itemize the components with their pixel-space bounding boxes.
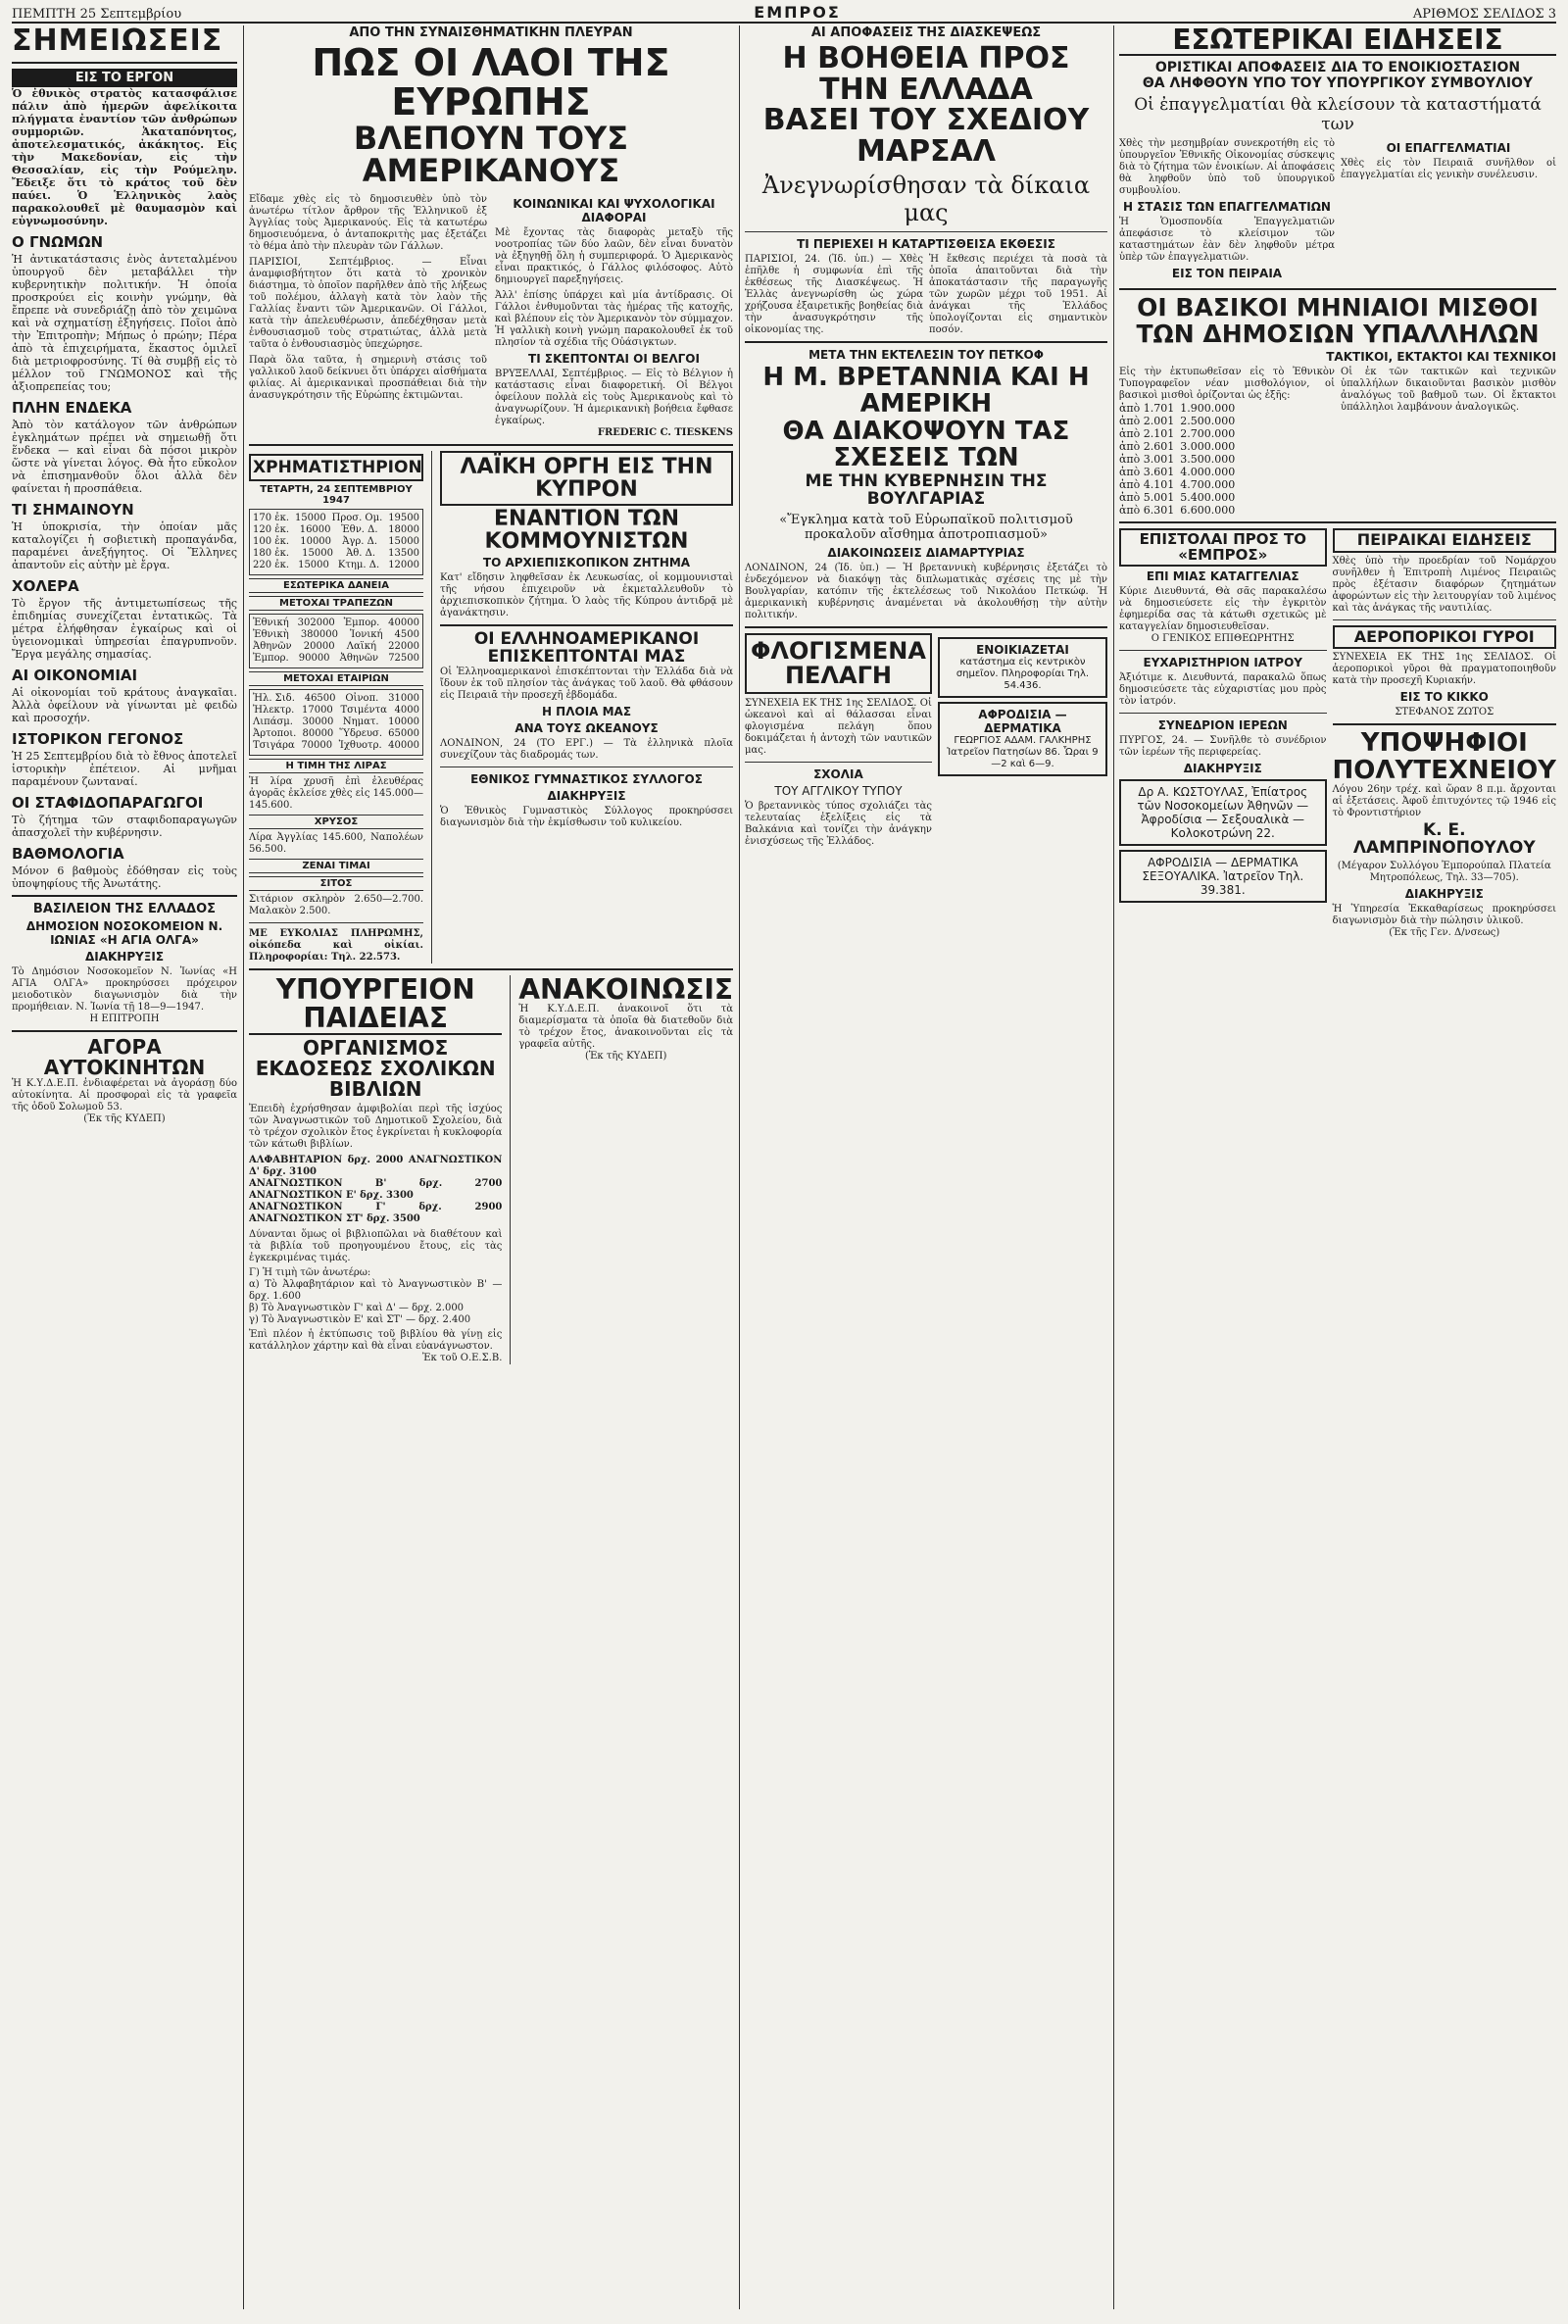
market-cell: 31000 xyxy=(388,692,419,704)
europe-sub2: ΤΙ ΣΚΕΠΤΟΝΤΑΙ ΟΙ ΒΕΛΓΟΙ xyxy=(528,351,700,366)
market-cell: Λαϊκή xyxy=(346,640,376,652)
announce-title: ΑΝΑΚΟΙΝΩΣΙΣ xyxy=(518,972,733,1006)
europe-kicker: ΑΠΟ ΤΗΝ ΣΥΝΑΙΣΘΗΜΑΤΙΚΗΝ ΠΛΕΥΡΑΝ xyxy=(349,25,633,40)
salaries-title2: ΤΩΝ ΔΗΜΟΣΙΩΝ ΥΠΑΛΛΗΛΩΝ xyxy=(1136,319,1540,348)
market-row xyxy=(253,524,419,536)
market-cell: 170 ἐκ. xyxy=(253,512,290,523)
market-cell: 65000 xyxy=(388,727,419,739)
market-cell: 12000 xyxy=(388,559,419,570)
car-ad-head: ΑΓΟΡΑ ΑΥΤΟΚΙΝΗΤΩΝ xyxy=(43,1034,206,1079)
candidates-text2: Ἡ Ὑπηρεσία Ἐκκαθαρίσεως προκηρύσσει διαγωνισμὸν διὰ τὴν πώλησιν ὑλικοῦ. xyxy=(1332,903,1556,926)
hospital-notice-head: ΒΑΣΙΛΕΙΟΝ ΤΗΣ ΕΛΛΑΔΟΣ xyxy=(32,901,217,916)
salary-row xyxy=(1119,478,1241,491)
ministry-sign: Ἐκ τοῦ Ο.Ε.Σ.Β. xyxy=(421,1352,503,1363)
petkov-deck: «Ἔγκλημα κατὰ τοῦ Εὐρωπαϊκοῦ πολιτισμοῦ προκαλοῦν αἴσθημα ἀποτροπιασμοῦ» xyxy=(779,512,1073,542)
ministry-list-item: ΑΝΑΓΝΩΣΤΙΚΟΝ Γ' δρχ. 2900 ΑΝΑΓΝΩΣΤΙΚΟΝ ΣΤ' δρχ. 3500 xyxy=(249,1201,503,1224)
ministry-notice xyxy=(249,972,503,1364)
candidates-text: Λόγου 26ην τρέχ. καὶ ὥραν 8 π.μ. ἄρχονται αἱ ἐξετάσεις. Ἀφοῦ ἐπιτυχόντες τῷ 1946 εἰς τὸ Φροντιστήριον xyxy=(1332,784,1556,819)
market-row xyxy=(253,513,419,524)
domestic-title: ΕΣΩΤΕΡΙΚΑΙ ΕΙΔΗΣΕΙΣ xyxy=(1119,25,1556,56)
market-cell: Προσ. Ομ. xyxy=(331,512,383,523)
ministry-price-head: Γ) Ἡ τιμὴ τῶν ἀνωτέρω: xyxy=(249,1266,371,1278)
kikkos-head: ΕΙΣ ΤΟ ΚΙΚΚΟ xyxy=(1399,690,1489,705)
market-table-3 xyxy=(249,689,423,756)
car-ad-text: Ἡ Κ.Υ.Δ.Ε.Π. ἐνδιαφέρεται νὰ ἀγοράσῃ δύο αὐτοκίνητα. Αἱ προσφοραὶ εἰς τὰ γραφεῖα τῆς ὁδοῦ Σολωμοῦ 53. xyxy=(12,1077,237,1113)
salary-cell: ἀπὸ 5.001 xyxy=(1119,490,1175,504)
europe-p1: Εἴδαμε χθὲς εἰς τὸ δημοσιευθὲν ὑπὸ τὸν ἀνωτέρω τίτλον ἄρθρον τῆς Ἐλληνικοῦ ἐξ Ἀγγλίας τοὺς Ἀμερικανούς. Εἰς τὰ κατωτέρω δημοσιευόμενα, ὁ ἀνταποκριτὴς μας ἐξετάζει τὸ θέμα ἀπὸ τὴν πλευρὰν τῶν Γάλλων. xyxy=(249,193,487,252)
notes-s6-text: Αἱ οἰκονομίαι τοῦ κράτους ἀναγκαῖαι. Ἀλλὰ ὀφείλουν νὰ γίνωνται μὲ φειδὼ καὶ προσοχήν. xyxy=(12,685,237,724)
market-cell: 80000 xyxy=(302,727,334,739)
cyprus-title1: ΛΑΪΚΗ ΟΡΓΗ ΕΙΣ ΤΗΝ ΚΥΠΡΟΝ xyxy=(440,451,733,506)
market-row xyxy=(253,548,419,560)
market-date: ΤΕΤΑΡΤΗ, 24 ΣΕΠΤΕΜΒΡΙΟΥ 1947 xyxy=(260,483,413,506)
ministry-text2: Δύνανται ὅμως οἱ βιβλιοπῶλαι νὰ διαθέτουν καὶ τὰ βιβλία τοῦ προηγουμένου ἔτους, εἰς τὰς ἐγκεκριμένας τιμάς. xyxy=(249,1228,503,1263)
market-sect1: ΕΣΩΤΕΡΙΚΑ ΔΑΝΕΙΑ xyxy=(249,578,423,593)
europe-p4: Ἀλλ' ἐπίσης ὑπάρχει καὶ μία ἀντίδρασις. Οἱ Γάλλοι ἐνθυμοῦνται τὰς ἡμέρας τῆς κατοχῆς, καὶ βλέπουν εἰς τὸν Ἀμερικανὸν τὸν σύμμαχον. Ἡ γαλλικὴ κοινὴ γνώμη παρακολουθεῖ ἐκ τοῦ πλησίον τὰ σχέδια τῆς Οὐάσιγκτων. xyxy=(495,289,733,348)
domestic-text3: Χθὲς εἰς τὸν Πειραιᾶ συνῆλθον οἱ ἐπαγγελματίαι εἰς γενικὴν συνέλευσιν. xyxy=(1341,158,1556,181)
synod-kind: ΔΙΑΚΗΡΥΞΙΣ xyxy=(1183,762,1262,776)
notes-s3-text: Ἀπὸ τὸν κατάλογον τῶν ἀνθρώπων ἐγκλημάτων πρέπει νὰ σημειωθῇ ὅτι ἕνδεκα — καὶ εἶναι δὰ πόσοι μικρὸν ὥστε νὰ γίνεται λόγος. Θὰ ἦτο εὔκολον νὰ ἐπισημανθοῦν ὅλοι ἀλλὰ δὲν φαίνεται ἡ προσπάθεια. xyxy=(12,418,237,495)
europe-p6: ΒΡΥΞΕΛΛΑΙ, Σεπτέμβριος. — Εἰς τὸ Βέλγιον ἡ κατάστασις εἶναι διαφορετική. Οἱ Βέλγοι ὀφείλουν πολλὰ εἰς τοὺς Ἀμερικανοὺς καὶ τὸ ἀναγνωρίζουν. Ἡ ἀμερικανικὴ βοήθεια ἔφθασε ἐγκαίρως. xyxy=(495,368,733,426)
page-number: ΑΡΙΘΜΟΣ ΣΕΛΙΔΟΣ 3 xyxy=(1412,7,1556,22)
market-cell: 22000 xyxy=(388,640,419,652)
market-cell: 120 ἐκ. xyxy=(253,523,290,535)
press-sub: ΤΟΥ ΑΓΓΛΙΚΟΥ ΤΥΠΟΥ xyxy=(774,784,903,799)
salary-cell: 3.500.000 xyxy=(1180,452,1236,466)
salaries-title: ΟΙ ΒΑΣΙΚΟΙ ΜΗΝΙΑΙΟΙ ΜΙΣΘΟΙ xyxy=(1137,293,1539,322)
masthead xyxy=(12,0,1556,24)
gym-kind: ΔΙΑΚΗΡΥΞΙΣ xyxy=(547,789,626,804)
marshall-sub: ΤΙ ΠΕΡΙΕΧΕΙ Η ΚΑΤΑΡΤΙΣΘΕΙΣΑ ΕΚΘΕΣΙΣ xyxy=(797,237,1055,251)
market-note: ΜΕ ΕΥΚΟΛΙΑΣ ΠΛΗΡΩΜΗΣ, οἰκόπεδα καὶ οἰκίαι. Πληροφορίαι: Τηλ. 22.573. xyxy=(249,927,423,963)
marshall-text2: Ἡ ἔκθεσις περιέχει τὰ ποσὰ τὰ ὁποῖα ἀπαιτοῦνται διὰ τὴν ἀποκατάστασιν τῆς παραγωγῆς τῶν χωρῶν μέχρι τοῦ 1951. Αἱ ἀνάγκαι τῆς Ἑλλάδος ὑπολογίζονται εἰς σημαντικὸν ποσόν. xyxy=(929,254,1107,335)
rent-ad-head: ΕΝΟΙΚΙΑΖΕΤΑΙ xyxy=(976,642,1069,657)
market-cell: Ἠλ. Σιδ. xyxy=(253,692,295,704)
derm-ad xyxy=(938,702,1107,776)
market-cell: Ἀθηνῶν xyxy=(253,640,292,652)
salary-row xyxy=(1119,504,1241,517)
market-cell: 90000 xyxy=(298,652,330,664)
visitors-text: Οἱ Ἑλληνοαμερικανοὶ ἐπισκέπτονται τὴν Ἑλλάδα διὰ νὰ ἴδουν ἐκ τοῦ πλησίον τὰς ἀνάγκας τοῦ λαοῦ. Θὰ φθάσουν εἰς Πειραιᾶ τὴν προσεχῆ ἑβδομάδα. xyxy=(440,667,733,702)
letters-sign: Ο ΓΕΝΙΚΟΣ ΕΠΙΘΕΩΡΗΤΗΣ xyxy=(1151,633,1295,645)
notes-s9-text: Μόνον 6 βαθμοὺς ἐδόθησαν εἰς τοὺς ὑποψηφίους τῆς Ἀνωτάτης. xyxy=(12,864,237,890)
market-row xyxy=(253,641,419,653)
ministry-price: γ) Τὸ Ἀναγνωστικὸν Ε' καὶ ΣΤ' — δρχ. 2.400 xyxy=(249,1313,471,1325)
europe-signature: FREDERIC C. TIESKENS xyxy=(597,426,733,438)
salary-cell: ἀπὸ 2.601 xyxy=(1119,439,1175,453)
petkov-title: Η Μ. ΒΡΕΤΑΝΝΙΑ ΚΑΙ Η ΑΜΕΡΙΚΗ xyxy=(762,363,1090,420)
domestic-sub1: ΟΡΙΣΤΙΚΑΙ ΑΠΟΦΑΣΕΙΣ ΔΙΑ ΤΟ ΕΝΟΙΚΙΟΣΤΑΣΙΟΝ xyxy=(1154,60,1521,76)
notes-s6-head: ΑΙ ΟΙΚΟΝΟΜΙΑΙ xyxy=(12,666,138,684)
notes-s2-text: Ἡ ἀντικατάστασις ἑνὸς ἀντεταλμένου ὑπουργοῦ δὲν μεταβάλλει τὴν κυβερνητικὴν πολιτικήν. Ἡ ὁποία προσκρούει εἰς κοινὴν γνώμην, θὰ ἔπρεπε νὰ συνεδριάζῃ ἀπὸ τὸν χειμῶνα καὶ νὰ σχηματίσῃ ἐξηγήσεις. Ποῖοι ἀπὸ τὴν Ἐπιτροπὴν; Μήπως ὁ πρώην; Πέρα ἀπὸ τὰ ἐπιχειρήματα, ἕκαστος ὁμιλεῖ διὰ μετριοφροσύνης. Τί θὰ συμβῇ εἰς τὸ μέλλον τοῦ ΓΝΩΜΟΝΟΣ καὶ τῆς ἀξιοπρεπείας του; xyxy=(12,252,237,393)
petkov-title3: ΜΕ ΤΗΝ ΚΥΒΕΡΝΗΣΙΝ ΤΗΣ ΒΟΥΛΓΑΡΙΑΣ xyxy=(805,471,1048,510)
market-cell: Ἐμπορ. xyxy=(343,617,380,628)
market-cell: 13500 xyxy=(388,547,419,559)
column-notes xyxy=(12,25,237,2309)
market-cell: Ἐθνική xyxy=(253,617,289,628)
salary-cell: ἀπὸ 3.001 xyxy=(1119,452,1175,466)
market-cell: Ἀθηνῶν xyxy=(339,652,379,664)
marshall-title2: ΒΑΣΕΙ ΤΟΥ ΣΧΕΔΙΟΥ ΜΑΡΣΑΛ xyxy=(762,103,1090,169)
market-sect2: ΜΕΤΟΧΑΙ ΤΡΑΠΕΖΩΝ xyxy=(249,596,423,611)
car-ad-sign: (Ἐκ τῆς ΚΥΔΕΠ) xyxy=(83,1113,166,1124)
europe-title2: ΒΛΕΠΟΥΝ ΤΟΥΣ ΑΜΕΡΙΚΑΝΟΥΣ xyxy=(353,119,629,190)
market-cell: 4500 xyxy=(394,628,419,640)
salary-row xyxy=(1119,427,1241,440)
marshall-title: Η ΒΟΗΘΕΙΑ ΠΡΟΣ ΤΗΝ ΕΛΛΑΔΑ xyxy=(782,41,1070,107)
salary-cell: 3.000.000 xyxy=(1180,439,1236,453)
letters-sub: ΕΠΙ ΜΙΑΣ ΚΑΤΑΓΓΕΛΙΑΣ xyxy=(1146,569,1299,584)
market-cell: Ὕδρευσ. xyxy=(339,727,383,739)
press-text: Ὁ βρεταννικὸς τύπος σχολιάζει τὰς τελευταίας ἐξελίξεις εἰς τὰ Βαλκάνια καὶ τονίζει τὴν ἀνάγκην ἐνισχύσεως τῆς Ἑλλάδος. xyxy=(745,801,932,848)
ships-text: ΛΟΝΔΙΝΟΝ, 24 (ΤΟ ΕΡΓ.) — Τὰ ἑλληνικὰ πλοῖα συνεχίζουν τὰς διαδρομάς των. xyxy=(440,738,733,762)
market-cell: 15000 xyxy=(298,559,329,570)
kikkos-sign: ΣΤΕΦΑΝΟΣ ΖΩΤΟΣ xyxy=(1395,707,1494,718)
issue-date: ΠΕΜΠΤΗ 25 Σεπτεμβρίου xyxy=(12,7,182,22)
marshall-kicker: ΑΙ ΑΠΟΦΑΣΕΙΣ ΤΗΣ ΔΙΑΣΚΕΨΕΩΣ xyxy=(810,25,1042,40)
salary-row xyxy=(1119,466,1241,478)
market-cell: 302000 xyxy=(297,617,335,628)
market-cell: 72500 xyxy=(388,652,419,664)
market-cell: 10000 xyxy=(300,535,332,547)
salary-cell: 2.700.000 xyxy=(1180,426,1236,440)
synod-text: ΠΥΡΓΟΣ, 24. — Συνῆλθε τὸ συνέδριον τῶν ἱερέων τῆς περιφερείας. xyxy=(1119,735,1327,759)
market-cell: 40000 xyxy=(388,739,419,751)
salaries-table xyxy=(1119,402,1241,517)
market-row xyxy=(253,629,419,641)
market-cell: 180 ἐκ. xyxy=(253,547,290,559)
salary-cell: ἀπὸ 2.001 xyxy=(1119,414,1175,427)
ministry-title1: ΥΠΟΥΡΓΕΙΟΝ ΠΑΙΔΕΙΑΣ xyxy=(249,975,502,1035)
ministry-list xyxy=(249,1155,502,1225)
marshall-deck: Ἀνεγνωρίσθησαν τὰ δίκαια μας xyxy=(761,172,1091,226)
market-cell: 15000 xyxy=(302,547,333,559)
candidates-title2: ΠΟΛΥΤΕΧΝΕΙΟΥ xyxy=(1332,755,1556,785)
market-cell: Ἰονική xyxy=(350,628,383,640)
europe-p2: ΠΑΡΙΣΙΟΙ, Σεπτέμβριος. — Εἶναι ἀναμφισβήτητον ὅτι κατὰ τὸ χρονικὸν διάστημα, τὸ ὁποῖον παρῆλθεν ἀπὸ τῆς λήξεως τοῦ πολέμου, ἀλλαγὴ κατὰ τὸν λαὸν τῆς Γαλλίας ἔναντι τῶν Ἀμερικανῶν. Οἱ Γάλλοι, κατὰ τὴν ἀπελευθέρωσιν, ἀπεδέχθησαν μετὰ ἐνθουσιασμοῦ τοὺς στρατιώτας, ἀλλὰ μετὰ ταῦτα ὁ ἐνθουσιασμὸς ὑπεχώρησε. xyxy=(249,256,487,350)
market-cell: 15000 xyxy=(388,535,419,547)
column-domestic xyxy=(1119,25,1556,2309)
piraeus-text: Χθὲς ὑπὸ τὴν προεδρίαν τοῦ Νομάρχου συνῆλθεν ἡ Ἐπιτροπὴ Λιμένος Πειραιῶς πρὸς ἐξέτασιν διαφόρων ζητημάτων ἀφορώντων εἰς τὴν λειτουργίαν τοῦ λιμένος καὶ τὰς ἀνάγκας τῆς ναυτιλίας. xyxy=(1332,555,1556,614)
market-cell: 46500 xyxy=(304,692,336,704)
market-cell: Ἐθνικὴ xyxy=(253,628,289,640)
market-table-1 xyxy=(249,509,423,575)
petkov-sub: ΔΙΑΚΟΙΝΩΣΕΙΣ ΔΙΑΜΑΡΤΥΡΙΑΣ xyxy=(827,545,1025,560)
market-row xyxy=(253,618,419,629)
market-cell: 18000 xyxy=(388,523,419,535)
hospital-notice-kind: ΔΙΑΚΗΡΥΞΙΣ xyxy=(84,949,165,964)
salary-row xyxy=(1119,402,1241,415)
derm-ad-sign: ΓΕΩΡΓΙΟΣ ΑΔΑΜ. ΓΑΛΚΗΡΗΣ xyxy=(954,734,1092,746)
seas-title: ΦΛΟΓΙΣΜΕΝΑ ΠΕΛΑΓΗ xyxy=(745,633,932,694)
domestic-text1: Χθὲς τὴν μεσημβρίαν συνεκροτήθη εἰς τὸ ὑπουργεῖον Ἐθνικῆς Οἰκονομίας σύσκεψις διὰ τὸ ζήτημα τῶν ἐνοικίων. Αἱ ἀποφάσεις θὰ ληφθοῦν ὑπὸ τοῦ ὑπουργικοῦ συμβουλίου. xyxy=(1119,138,1335,197)
cyprus-sub: ΤΟ ΑΡΧΙΕΠΙΣΚΟΠΙΚΟΝ ΖΗΤΗΜΑ xyxy=(482,556,691,570)
market-gold: Λίρα Ἀγγλίας 145.600, Ναπολέων 56.500. xyxy=(249,831,423,855)
doctor-thanks-text: Ἀξιότιμε κ. Διευθυντά, παρακαλῶ ὅπως δημοσιεύσετε τὰς εὐχαριστίας μου πρὸς τὸν ἰατρόν. xyxy=(1119,672,1327,708)
market-row xyxy=(253,536,419,548)
market-cell: Ἐμπορ. xyxy=(253,652,289,664)
salary-cell: 4.700.000 xyxy=(1180,477,1236,491)
letters-title: ΕΠΙΣΤΟΛΑΙ ΠΡΟΣ ΤΟ «ΕΜΠΡΟΣ» xyxy=(1119,528,1327,568)
notes-s1-head: ΕΙΣ ΤΟ ΕΡΓΟΝ xyxy=(12,69,237,87)
gym-text: Ὁ Ἐθνικὸς Γυμναστικὸς Σύλλογος προκηρύσσει διαγωνισμὸν διὰ τὴν ἐκμίσθωσιν τοῦ κυλικείου. xyxy=(440,806,733,829)
rent-ad xyxy=(938,637,1107,698)
domestic-sub3: Η ΣΤΑΣΙΣ ΤΩΝ ΕΠΑΓΓΕΛΜΑΤΙΩΝ xyxy=(1123,200,1331,215)
visitors-title: ΟΙ ΕΛΛΗΝΟΑΜΕΡΙΚΑΝΟΙ ΕΠΙΣΚΕΠΤΟΝΤΑΙ ΜΑΣ xyxy=(473,629,700,668)
market-cell: 19500 xyxy=(388,512,419,523)
ministry-list-item: ΑΝΑΓΝΩΣΤΙΚΟΝ Β' δρχ. 2700 ΑΝΑΓΝΩΣΤΙΚΟΝ Ε' δρχ. 3300 xyxy=(249,1177,503,1201)
salaries-sub: ΤΑΚΤΙΚΟΙ, ΕΚΤΑΚΤΟΙ ΚΑΙ ΤΕΧΝΙΚΟΙ xyxy=(1326,349,1556,364)
doctor-ad: Δρ Α. ΚΩΣΤΟΥΛΑΣ, Ἐπίατρος τῶν Νοσοκομείων Ἀθηνῶν — Ἀφροδίσια — Σεξουαλικὰ — Κολοκοτρώνη 22. xyxy=(1119,779,1327,846)
market-cell: Ἐθν. Δ. xyxy=(341,523,378,535)
market-cell: 100 ἐκ. xyxy=(253,535,290,547)
salary-row xyxy=(1119,440,1241,453)
market-cell: Τσιμέντα xyxy=(340,704,387,716)
market-row xyxy=(253,717,419,728)
market-cell: Τσιγάρα xyxy=(253,739,295,751)
europe-title: ΠΩΣ ΟΙ ΛΑΟΙ ΤΗΣ ΕΥΡΩΠΗΣ xyxy=(312,41,670,124)
market-sect4: Η ΤΙΜΗ ΤΗΣ ΛΙΡΑΣ xyxy=(249,759,423,773)
market-table-2 xyxy=(249,614,423,668)
stock-market xyxy=(249,451,423,964)
notes-s8-head: ΟΙ ΣΤΑΦΙΔΟΠΑΡΑΓΩΓΟΙ xyxy=(12,793,204,812)
market-cell: Οἰνοπ. xyxy=(345,692,379,704)
market-lira: Ἡ λίρα χρυσῆ ἐπὶ ἐλευθέρας ἀγορᾶς ἐκλείσε χθὲς εἰς 145.000—145.600. xyxy=(249,775,423,811)
synod-head: ΣΥΝΕΔΡΙΟΝ ΙΕΡΕΩΝ xyxy=(1157,718,1288,733)
ministry-list-item: ΑΛΦΑΒΗΤΑΡΙΟΝ δρχ. 2000 ΑΝΑΓΝΩΣΤΙΚΟΝ Δ' δρχ. 3100 xyxy=(249,1154,503,1177)
salaries-right: Οἱ ἐκ τῶν τακτικῶν καὶ τεχνικῶν ὑπαλλήλων δικαιοῦνται βασικὸν μισθὸν ἀναλόγως τοῦ βαθμοῦ των. Οἱ ἔκτακτοι ὑπάλληλοι λαμβάνουν ἀναλογικῶς. xyxy=(1341,366,1556,413)
salary-cell: ἀπὸ 6.301 xyxy=(1119,503,1175,517)
market-cell: 20000 xyxy=(303,640,335,652)
salary-cell: ἀπὸ 4.101 xyxy=(1119,477,1175,491)
cyprus-title2: ΕΝΑΝΤΙΟΝ ΤΩΝ ΚΟΜΜΟΥΝΙΣΤΩΝ xyxy=(484,507,689,555)
marshall-text1: ΠΑΡΙΣΙΟΙ, 24. (Ἰδ. ὑπ.) — Χθὲς ἐπῆλθε ἡ συμφωνία ἐπὶ τῆς ἐκθέσεως τῆς Διασκέψεως. Ἡ Ἑλλὰς ἀνεγνωρίσθη ὡς χώρα χρήζουσα ἐξαιρετικῆς βοηθείας διὰ τὴν ἀνασυγκρότησιν τῆς οἰκονομίας της. xyxy=(745,254,923,335)
announce-text: Ἡ Κ.Υ.Δ.Ε.Π. ἀνακοινοῖ ὅτι τὰ διαμερίσματα τὰ ὁποῖα θὰ διατεθοῦν διὰ τὸ τρέχον ἔτος, ἀνακοινοῦνται εἰς τὰ γραφεῖα αὐτῆς. xyxy=(518,1004,733,1051)
market-title: ΧΡΗΜΑΤΙΣΤΗΡΙΟΝ xyxy=(249,454,423,481)
hospital-notice-text: Τὸ Δημόσιον Νοσοκομεῖον Ν. Ἰωνίας «Η ΑΓΙΑ ΟΛΓΑ» προκηρύσσει πρόχειρον μειοδοτικὸν διαγωνισμὸν διὰ τὴν προμήθειαν. Ν. Ἰωνία τῇ 18—9—1947. xyxy=(12,965,237,1013)
ships-sub2: ΑΝΑ ΤΟΥΣ ΩΚΕΑΝΟΥΣ xyxy=(514,721,659,736)
market-cell: 4000 xyxy=(394,704,419,716)
domestic-deck: Οἱ ἐπαγγελματίαι θὰ κλείσουν τὰ καταστήματά των xyxy=(1134,95,1542,135)
salaries-text: Εἰς τὴν ἐκτυπωθεῖσαν εἰς τὸ Ἐθνικὸν Τυπογραφεῖον νέαν μισθολόγιον, οἱ βασικοὶ μισθοὶ ὁρίζονται ὡς ἑξῆς: xyxy=(1119,366,1335,401)
market-cell: 17000 xyxy=(301,704,333,716)
market-cell: 220 ἐκ. xyxy=(253,559,290,570)
market-cell: 15000 xyxy=(294,512,326,523)
salary-cell: 1.900.000 xyxy=(1180,401,1236,415)
market-row xyxy=(253,728,419,740)
salary-row xyxy=(1119,491,1241,504)
notes-s3-head: ΠΛΗΝ ΕΝΔΕΚΑ xyxy=(12,398,132,417)
hospital-notice-sign: Η ΕΠΙΤΡΟΠΗ xyxy=(89,1013,160,1024)
ministry-text: Ἐπειδὴ ἐχρήσθησαν ἀμφιβολίαι περὶ τῆς ἰσχύος τῶν Ἀναγνωστικῶν τοῦ Δημοτικοῦ Σχολείου, διὰ τὸ τρέχον σχολικὸν ἔτος ἐγκρίνεται ἡ κυκλοφορία τῶν κάτωθι βιβλίων. xyxy=(249,1103,503,1150)
salary-cell: ἀπὸ 2.101 xyxy=(1119,426,1175,440)
column-europe xyxy=(249,25,733,2309)
candidates-addr: (Μέγαρον Συλλόγου Ἐμπορούπαλ Πλατεία Μητροπόλεως, Τηλ. 33—705). xyxy=(1337,860,1551,883)
domestic-text2: Ἡ Ὁμοσπονδία Ἐπαγγελματιῶν ἀπεφάσισε τὸ κλείσιμον τῶν καταστημάτων ἐὰν δὲν ληφθοῦν μέτρα ὑπὲρ τῶν ἐπαγγελματιῶν. xyxy=(1119,217,1335,264)
market-cell: Ἠλεκτρ. xyxy=(253,704,295,716)
air-text: ΣΥΝΕΧΕΙΑ ΕΚ ΤΗΣ 1ης ΣΕΛΙΔΟΣ. Οἱ ἀεροπορικοὶ γῦροι θὰ πραγματοποιηθοῦν κατὰ τὴν προσεχῆ Κυριακήν. xyxy=(1332,652,1556,687)
market-sect6: ΖΕΝΑΙ ΤΙΜΑΙ xyxy=(249,859,423,873)
salary-cell: 2.500.000 xyxy=(1180,414,1236,427)
notes-s1-text: Ὁ ἐθνικὸς στρατὸς κατασφάλισε πάλιν ἀπὸ ἡμερῶν ἀφελίκοιτα πλήγματα ἐναντίον τῶν ἀνθρώπων συμμοριῶν. Ἀκαταπόνητος, ἀποτελεσματικός, ἀκάκητος. Εἰς τὴν Μακεδονίαν, εἰς τὴν Θεσσαλίαν, εἰς τὴν Ρούμελην. Ἔδειξε ὅτι τὸ κράτος τοῦ δὲν παύει. Ὁ Ἑλληνικὸς λαὸς παρακολουθεῖ μὲ θαυμασμὸν καὶ εὐγνωμοσύνην. xyxy=(12,86,237,227)
market-cell: Λιπάσμ. xyxy=(253,716,293,727)
market-sect3: ΜΕΤΟΧΑΙ ΕΤΑΙΡΙΩΝ xyxy=(249,671,423,686)
salary-cell: 4.000.000 xyxy=(1180,465,1236,478)
notes-s8-text: Τὸ ζήτημα τῶν σταφιδοπαραγωγῶν ἀπασχολεῖ τὴν κυβέρνησιν. xyxy=(12,813,237,839)
cyprus-text: Κατ' εἴδησιν ληφθεῖσαν ἐκ Λευκωσίας, οἱ κομμουνισταὶ τῆς νήσου ἐπιχειροῦν νὰ ἐκμεταλλευθοῦν τὸ ἀρχιεπισκοπικὸν ζήτημα. Ὁ λαὸς τῆς Κύπρου ἀντιδρᾷ μὲ ἀγανάκτησιν. xyxy=(440,572,733,619)
market-row xyxy=(253,653,419,665)
market-cell: Ἰχθυοτρ. xyxy=(338,739,382,751)
salary-cell: 6.600.000 xyxy=(1180,503,1236,517)
market-cell: Νηματ. xyxy=(342,716,379,727)
candidates-sign: (Ἐκ τῆς Γεν. Δ/νσεως) xyxy=(1389,926,1500,938)
salary-cell: ἀπὸ 3.601 xyxy=(1119,465,1175,478)
notes-title: ΣΗΜΕΙΩΣΕΙΣ xyxy=(12,25,223,58)
market-sect5: ΧΡΥΣΟΣ xyxy=(249,815,423,829)
market-cell: 70000 xyxy=(301,739,333,751)
notes-s9-head: ΒΑΘΜΟΛΟΓΙΑ xyxy=(12,844,124,863)
domestic-sub5: ΟΙ ΕΠΑΓΓΕΛΜΑΤΙΑΙ xyxy=(1386,141,1511,156)
market-row xyxy=(253,560,419,571)
notes-s7-head: ΙΣΤΟΡΙΚΟΝ ΓΕΓΟΝΟΣ xyxy=(12,729,184,748)
ministry-price: β) Τὸ Ἀναγνωστικὸν Γ' καὶ Δ' — δρχ. 2.000 xyxy=(249,1302,465,1313)
market-wheat: Σιτάριον σκληρὸν 2.650—2.700. Μαλακὸν 2.500. xyxy=(249,893,423,916)
salary-cell: ἀπὸ 1.701 xyxy=(1119,401,1175,415)
market-cell: 16000 xyxy=(299,523,331,535)
market-row xyxy=(253,705,419,717)
notes-s7-text: Ἡ 25 Σεπτεμβρίου διὰ τὸ ἔθνος ἀποτελεῖ ἱστορικὴν ἐπέτειον. Αἱ μνῆμαι παραμένουν ζωνταναί. xyxy=(12,749,237,788)
market-row xyxy=(253,693,419,705)
market-row xyxy=(253,740,419,752)
market-sect7: ΣΙΤΟΣ xyxy=(249,876,423,891)
salary-row xyxy=(1119,453,1241,466)
salary-cell: 5.400.000 xyxy=(1180,490,1236,504)
europe-sub1: ΚΟΙΝΩΝΙΚΑΙ ΚΑΙ ΨΥΧΟΛΟΓΙΚΑΙ ΔΙΑΦΟΡΑΙ xyxy=(513,196,715,224)
salary-row xyxy=(1119,415,1241,427)
candidates-kind: ΔΙΑΚΗΡΥΞΙΣ xyxy=(1404,886,1484,901)
petkov-band: ΜΕΤΑ ΤΗΝ ΕΚΤΕΛΕΣΙΝ ΤΟΥ ΠΕΤΚΟΦ xyxy=(808,348,1044,362)
market-cell: 380000 xyxy=(300,628,338,640)
market-cell: Ἀρτοποι. xyxy=(253,727,297,739)
notes-s2-head: Ο ΓΝΩΜΩΝ xyxy=(12,232,104,251)
ministry-price: α) Τὸ Ἀλφαβητάριον καὶ τὸ Ἀναγνωστικὸν Β' — δρχ. 1.600 xyxy=(249,1278,503,1302)
petkov-title2: ΘΑ ΔΙΑΚΟΨΟΥΝ ΤΑΣ ΣΧΕΣΕΙΣ ΤΩΝ xyxy=(782,416,1070,472)
notes-s5-text: Τὸ ἔργον τῆς ἀντιμετωπίσεως τῆς ἐπιδημίας συνεχίζεται ἐντατικῶς. Τὰ μέτρα ἐλήφθησαν ἐγκαίρως καὶ οἱ ὑγειονομικαὶ ὑπηρεσίαι ἐπαγρυπνοῦν. Ἔργα μεγάλης σημασίας. xyxy=(12,596,237,661)
gym-head: ΕΘΝΙΚΟΣ ΓΥΜΝΑΣΤΙΚΟΣ ΣΥΛΛΟΓΟΣ xyxy=(470,772,703,787)
market-cell: Ἀγρ. Δ. xyxy=(342,535,378,547)
ministry-title2: ΟΡΓΑΝΙΣΜΟΣ ΕΚΔΟΣΕΩΣ ΣΧΟΛΙΚΩΝ ΒΙΒΛΙΩΝ xyxy=(255,1035,496,1101)
domestic-sub2: ΘΑ ΛΗΦΘΟΥΝ ΥΠΟ ΤΟΥ ΥΠΟΥΡΓΙΚΟΥ ΣΥΜΒΟΥΛΙΟΥ xyxy=(1142,75,1534,92)
notes-s4-text: Ἡ ὑποκρισία, τὴν ὁποίαν μᾶς καταλογίζει ἡ σοβιετικὴ προπαγάνδα, παραμένει ἀνεξήγητος. Οἱ Ἕλληνες ἀπαντοῦν εἰς αὐτὴν μὲ ἔργα. xyxy=(12,519,237,571)
letters-text: Κύριε Διευθυντά, Θὰ σᾶς παρακαλέσω νὰ δημοσιεύσετε εἰς τὴν ἐγκριτὸν ἐφημερίδα σας τὰ κάτωθι σχετικῶς μὲ καταγγελίαν δημοσιευθεῖσαν. xyxy=(1119,586,1327,633)
ships-sub: Η ΠΛΟΙΑ ΜΑΣ xyxy=(541,705,632,719)
notes-s4-head: ΤΙ ΣΗΜΑΙΝΟΥΝ xyxy=(12,500,134,519)
market-cell: 10000 xyxy=(388,716,419,727)
derm-ad-head: ΑΦΡΟΔΙΣΙΑ — ΔΕΡΜΑΤΙΚΑ xyxy=(978,707,1067,735)
market-cell: Κτημ. Δ. xyxy=(337,559,380,570)
ministry-text3: Ἐπὶ πλέον ἡ ἐκτύπωσις τοῦ βιβλίου θὰ γίνῃ εἰς κατάλληλον χάρτην καὶ θὰ εἶναι εὐανάγνωστον. xyxy=(249,1328,503,1352)
column-marshall xyxy=(745,25,1107,2309)
derm-ad-2: ΑΦΡΟΔΙΣΙΑ — ΔΕΡΜΑΤΙΚΑ ΣΕΞΟΥΑΛΙΚΑ. Ἰατρεῖον Τηλ. 39.381. xyxy=(1119,850,1327,903)
europe-p3: Παρὰ ὅλα ταῦτα, ἡ σημερινὴ στάσις τοῦ γαλλικοῦ λαοῦ δείκνυει ὅτι ὑπάρχει αἰσθήματα φιλίας. Αἱ ἀμερικανικαὶ προσπάθειαι διὰ τὴν ἀνασυγκρότησιν τῆς Εὐρώπης ἐκτιμῶνται. xyxy=(249,354,487,401)
candidates-name: Κ. Ε. ΛΑΜΠΡΙΝΟΠΟΥΛΟΥ xyxy=(1352,820,1536,858)
piraeus-title: ΠΕΙΡΑΙΚΑΙ ΕΙΔΗΣΕΙΣ xyxy=(1333,528,1556,553)
candidates-title1: ΥΠΟΨΗΦΙΟΙ xyxy=(1360,728,1528,759)
market-cell: 30000 xyxy=(302,716,334,727)
market-cell: Ἀθ. Δ. xyxy=(346,547,376,559)
press-head: ΣΧΟΛΙΑ xyxy=(813,767,863,782)
seas-text: ΣΥΝΕΧΕΙΑ ΕΚ ΤΗΣ 1ης ΣΕΛΙΔΟΣ. Οἱ ὠκεανοὶ καὶ αἱ θάλασσαι εἶναι φλογισμένα πελάγη ὅπου δοκιμάζεται ἡ ἀντοχὴ τῶν ναυτικῶν μας. xyxy=(745,698,932,757)
air-title: ΑΕΡΟΠΟΡΙΚΟΙ ΓΥΡΟΙ xyxy=(1333,625,1556,650)
domestic-sub4: ΕΙΣ ΤΟΝ ΠΕΙΡΑΙΑ xyxy=(1171,267,1283,281)
paper-name: ΕΜΠΡΟΣ xyxy=(754,3,841,22)
market-cell: 40000 xyxy=(388,617,419,628)
rent-ad-text: κατάστημα εἰς κεντρικὸν σημεῖον. Πληροφορίαι Τηλ. 54.436. xyxy=(956,656,1090,691)
notes-s5-head: ΧΟΛΕΡΑ xyxy=(12,576,79,595)
announce-sign: (Ἐκ τῆς ΚΥΔΕΠ) xyxy=(585,1051,667,1063)
europe-p5: Μὲ ἔχοντας τὰς διαφορὰς μεταξὺ τῆς νοοτροπίας τῶν δύο λαῶν, δὲν εἶναι δυνατὸν νὰ ἐξηγηθῇ ὅλη ἡ συμπεριφορά. Ὁ Ἀμερικανὸς εἶναι πρακτικός, ὁ Γάλλος φιλόσοφος. Αὐτὸ δημιουργεῖ παρεξηγήσεις. xyxy=(495,226,733,285)
petkov-text: ΛΟΝΔΙΝΟΝ, 24 (Ἰδ. ὑπ.) — Ἡ βρεταννικὴ κυβέρνησις ἐξετάζει τὸ ἐνδεχόμενον νὰ διακόψῃ τὰς διπλωματικὰς σχέσεις της μὲ τὴν Βουλγαρίαν, κατόπιν τῆς ἐκτελέσεως τοῦ Νικολάου Πετκώφ. Ἡ ἀμερικανικὴ κυβέρνησις ἀναμένεται νὰ ἀκολουθήσῃ τὴν αὐτὴν πολιτικήν. xyxy=(745,562,1107,620)
derm-ad-text: Ἰατρεῖον Πατησίων 86. Ὧραι 9—2 καὶ 6—9. xyxy=(947,746,1099,769)
hospital-notice-sub: ΔΗΜΟΣΙΟΝ ΝΟΣΟΚΟΜΕΙΟΝ Ν. ΙΩΝΙΑΣ «Η ΑΓΙΑ ΟΛΓΑ» xyxy=(25,918,223,947)
doctor-thanks-title: ΕΥΧΑΡΙΣΤΗΡΙΟΝ ΙΑΤΡΟΥ xyxy=(1143,656,1302,670)
